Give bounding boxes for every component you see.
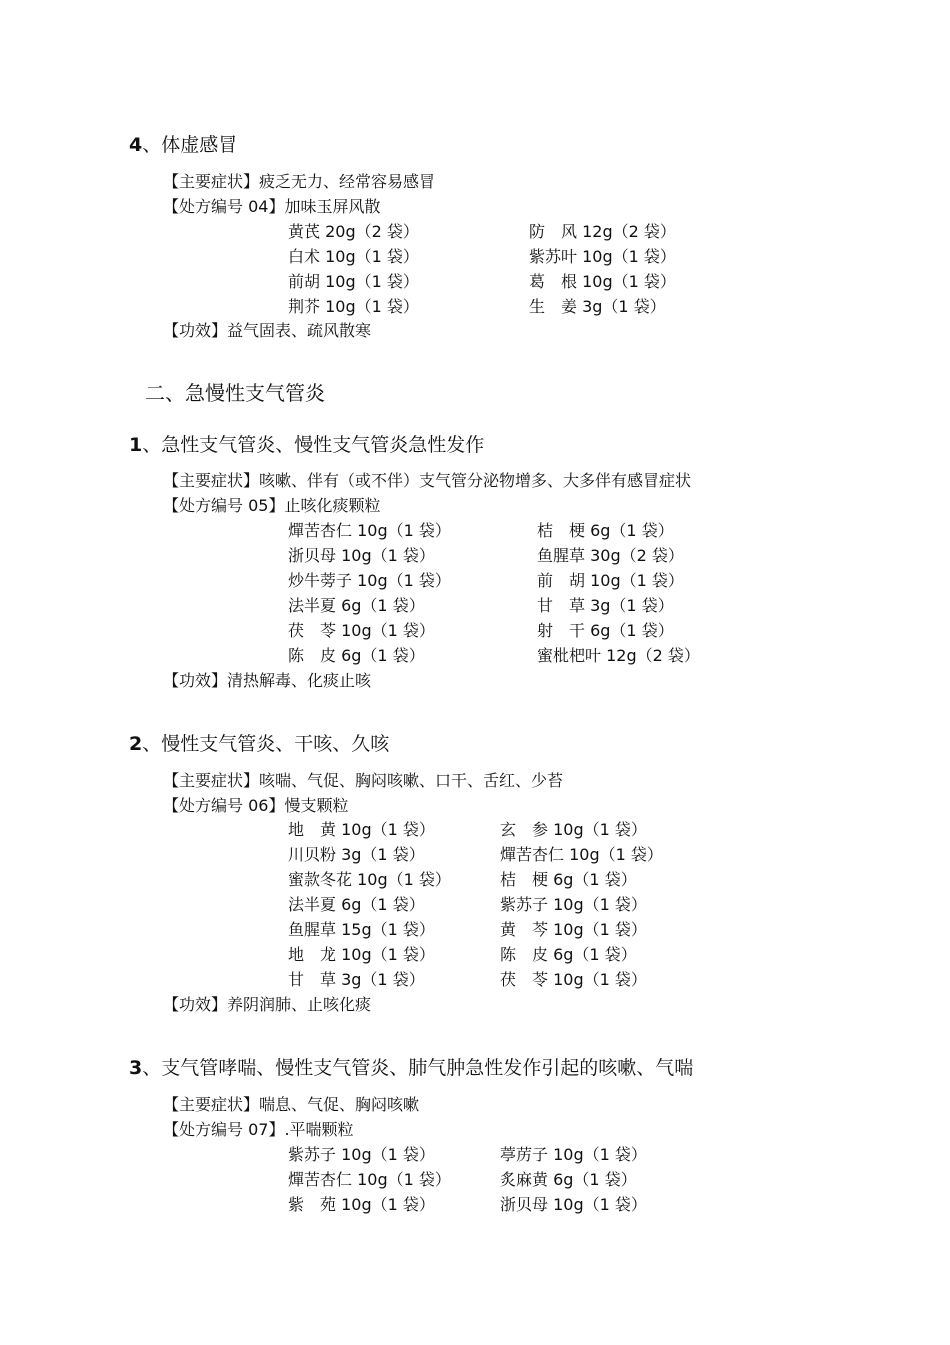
herb-item: 紫苏子 10g（1 袋） <box>288 1145 435 1164</box>
herb-item: 蜜款冬花 10g（1 袋） <box>288 870 451 889</box>
symptom-line: 【主要症状】咳喘、气促、胸闷咳嗽、口干、舌红、少苔 <box>163 771 564 790</box>
herb-item: 紫苏叶 10g（1 袋） <box>529 247 676 266</box>
herb-item: 法半夏 6g（1 袋） <box>288 895 425 914</box>
herb-item: 葛 根 10g（1 袋） <box>529 272 676 291</box>
section-number: 3 <box>129 1057 143 1079</box>
section-heading-4 <box>129 130 237 157</box>
herb-item: 川贝粉 3g（1 袋） <box>288 845 425 864</box>
herb-item: 玄 参 10g（1 袋） <box>500 820 647 839</box>
effect-line: 【功效】益气固表、疏风散寒 <box>163 321 372 340</box>
herb-item: 黄芪 20g（2 袋） <box>288 222 419 241</box>
effect-line: 【功效】养阴润肺、止咳化痰 <box>163 995 372 1014</box>
herb-item: 白术 10g（1 袋） <box>288 247 419 266</box>
herb-item: 鱼腥草 15g（1 袋） <box>288 920 435 939</box>
herb-item: 黄 芩 10g（1 袋） <box>500 920 647 939</box>
effect-line: 【功效】清热解毒、化痰止咳 <box>163 671 372 690</box>
herb-item: 甘 草 3g（1 袋） <box>288 970 425 989</box>
section-heading-3 <box>129 1053 693 1080</box>
herb-item: 茯 苓 10g（1 袋） <box>500 970 647 989</box>
herb-item: 陈 皮 6g（1 袋） <box>500 945 637 964</box>
section-title: 、体虚感冒 <box>142 134 238 156</box>
herb-item: 前 胡 10g（1 袋） <box>537 571 684 590</box>
prescription-line: 【处方编号 06】慢支颗粒 <box>163 796 349 815</box>
prescription-line: 【处方编号 07】.平喘颗粒 <box>163 1120 354 1139</box>
herb-item: 地 黄 10g（1 袋） <box>288 820 435 839</box>
section-heading-1 <box>129 430 484 457</box>
herb-item: 紫苏子 10g（1 袋） <box>500 895 647 914</box>
section-title: 、支气管哮喘、慢性支气管炎、肺气肿急性发作引起的咳嗽、气喘 <box>142 1057 694 1079</box>
herb-item: 茯 苓 10g（1 袋） <box>288 621 435 640</box>
herb-item: 桔 梗 6g（1 袋） <box>500 870 637 889</box>
chapter-heading: 二、急慢性支气管炎 <box>145 381 325 405</box>
herb-item: 地 龙 10g（1 袋） <box>288 945 435 964</box>
herb-item: 炙麻黄 6g（1 袋） <box>500 1170 637 1189</box>
section-heading-2 <box>129 729 389 756</box>
herb-item: 燀苦杏仁 10g（1 袋） <box>288 1170 451 1189</box>
section-title: 、慢性支气管炎、干咳、久咳 <box>142 733 390 755</box>
herb-item: 燀苦杏仁 10g（1 袋） <box>500 845 663 864</box>
herb-item: 荆芥 10g（1 袋） <box>288 297 419 316</box>
herb-item: 浙贝母 10g（1 袋） <box>500 1195 647 1214</box>
herb-item: 法半夏 6g（1 袋） <box>288 596 425 615</box>
herb-item: 浙贝母 10g（1 袋） <box>288 546 435 565</box>
herb-item: 葶苈子 10g（1 袋） <box>500 1145 647 1164</box>
herb-item: 射 干 6g（1 袋） <box>537 621 674 640</box>
herb-item: 防 风 12g（2 袋） <box>529 222 676 241</box>
prescription-line: 【处方编号 05】止咳化痰颗粒 <box>163 496 381 515</box>
herb-item: 鱼腥草 30g（2 袋） <box>537 546 684 565</box>
herb-item: 陈 皮 6g（1 袋） <box>288 646 425 665</box>
herb-item: 蜜枇杷叶 12g（2 袋） <box>537 646 700 665</box>
symptom-line: 【主要症状】咳嗽、伴有（或不伴）支气管分泌物增多、大多伴有感冒症状 <box>163 471 692 490</box>
section-title: 、急性支气管炎、慢性支气管炎急性发作 <box>142 434 485 456</box>
section-number: 4 <box>129 134 143 156</box>
herb-item: 桔 梗 6g（1 袋） <box>537 521 674 540</box>
prescription-line: 【处方编号 04】加味玉屏风散 <box>163 197 381 216</box>
herb-item: 炒牛蒡子 10g（1 袋） <box>288 571 451 590</box>
herb-item: 前胡 10g（1 袋） <box>288 272 419 291</box>
section-number: 2 <box>129 733 143 755</box>
symptom-line: 【主要症状】喘息、气促、胸闷咳嗽 <box>163 1095 420 1114</box>
herb-item: 燀苦杏仁 10g（1 袋） <box>288 521 451 540</box>
section-number: 1 <box>129 434 143 456</box>
herb-item: 甘 草 3g（1 袋） <box>537 596 674 615</box>
herb-item: 生 姜 3g（1 袋） <box>529 297 666 316</box>
herb-item: 紫 苑 10g（1 袋） <box>288 1195 435 1214</box>
symptom-line: 【主要症状】疲乏无力、经常容易感冒 <box>163 172 436 191</box>
